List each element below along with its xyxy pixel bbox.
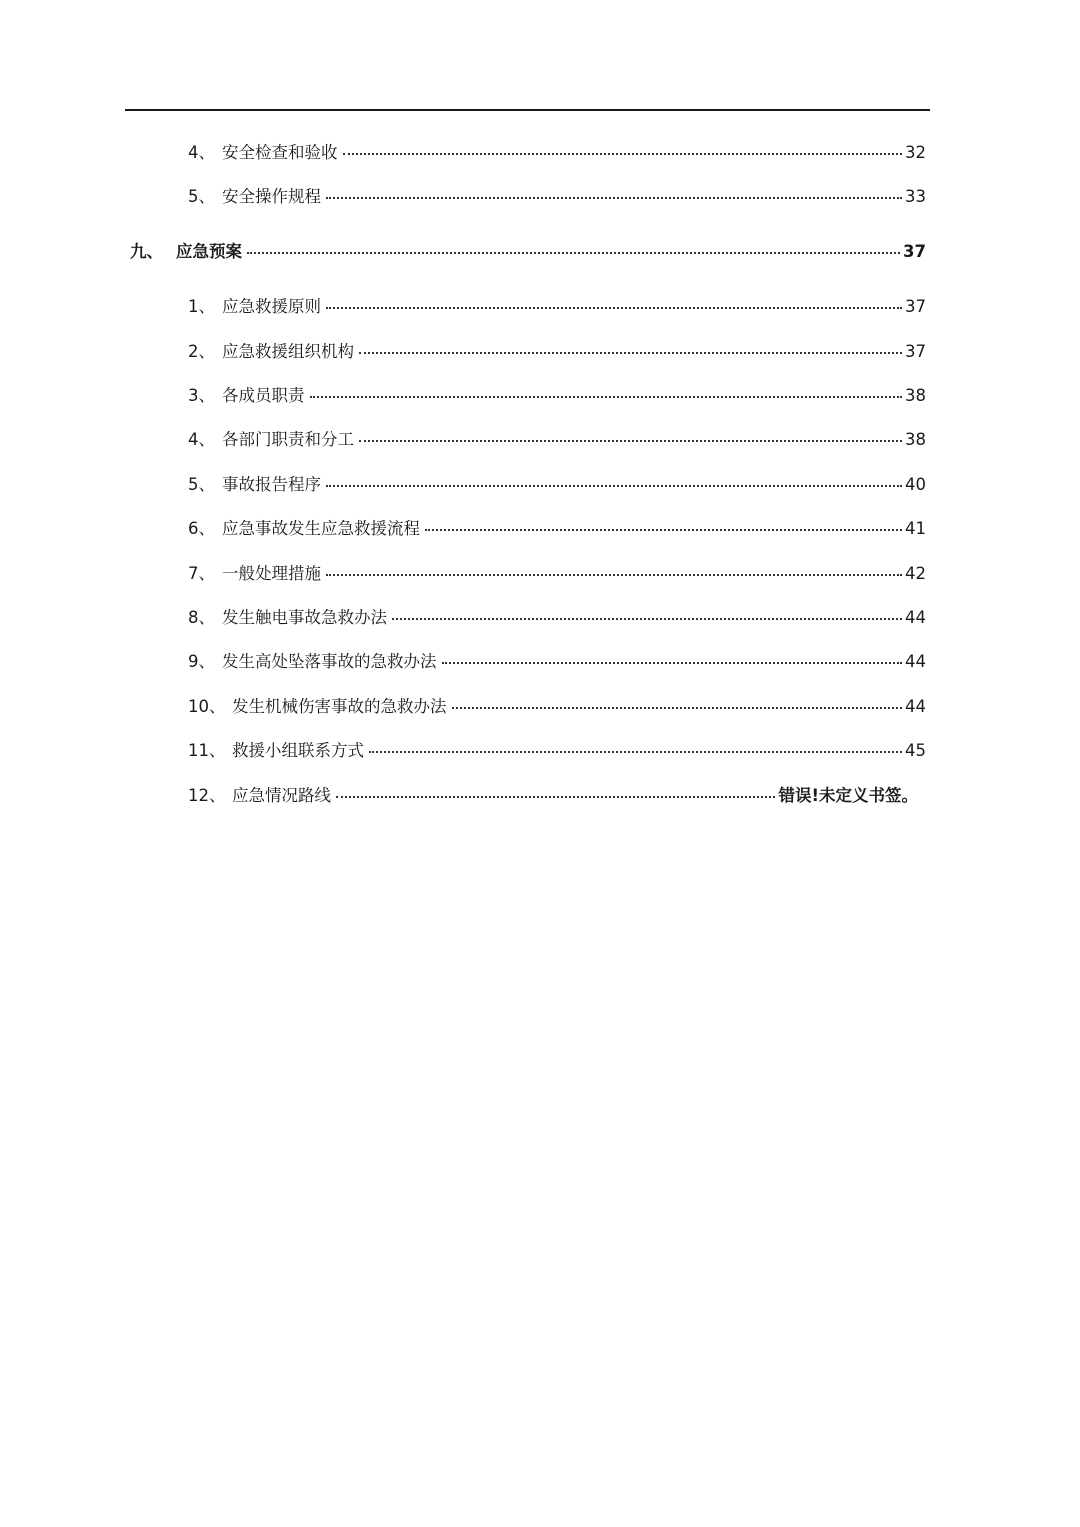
- toc-entry-page: 37: [905, 342, 926, 361]
- toc-entry-number: 9、: [188, 652, 215, 671]
- toc-entry-page-error: 错误!未定义书签。: [778, 786, 918, 805]
- toc-entry-number: 12、: [188, 786, 226, 805]
- toc-entry-title: 应急情况路线: [232, 786, 331, 805]
- toc-entry-page: 45: [905, 741, 926, 760]
- toc-entry-page: 37: [903, 242, 926, 261]
- toc-entry-title: 应急预案: [176, 242, 242, 261]
- toc-entry-title: 安全检查和验收: [222, 143, 338, 162]
- toc-leader-dots: [326, 307, 902, 309]
- toc-leader-dots: [369, 751, 902, 753]
- toc-leader-dots: [442, 662, 903, 664]
- toc-leader-dots: [452, 707, 903, 709]
- toc-leader-dots: [425, 529, 902, 531]
- toc-entry[interactable]: [188, 740, 926, 762]
- toc-entry[interactable]: [188, 296, 926, 318]
- toc-entry-page: 42: [905, 564, 926, 583]
- toc-entry-page: 44: [905, 697, 926, 716]
- toc-entry[interactable]: [188, 429, 926, 451]
- header-rule: [125, 109, 930, 111]
- toc-entry-number: 11、: [188, 741, 226, 760]
- toc-entry-title: 应急救援组织机构: [222, 342, 354, 361]
- toc-entry-page: 44: [905, 652, 926, 671]
- toc-entry[interactable]: [188, 696, 926, 718]
- toc-entry[interactable]: [188, 186, 926, 208]
- toc-entry-number: 8、: [188, 608, 215, 627]
- toc-entry-number: 九、: [130, 242, 163, 261]
- toc-entry[interactable]: [188, 142, 926, 164]
- toc-entry-number: 1、: [188, 297, 215, 316]
- toc-entry-page: 38: [905, 430, 926, 449]
- toc-entry-number: 5、: [188, 475, 215, 494]
- toc-entry[interactable]: [188, 341, 926, 363]
- toc-entry-title: 事故报告程序: [222, 475, 321, 494]
- toc-entry[interactable]: [188, 385, 926, 407]
- toc-leader-dots: [336, 796, 775, 798]
- toc-entry-number: 3、: [188, 386, 215, 405]
- toc-entry-page: 40: [905, 475, 926, 494]
- toc-entry-number: 2、: [188, 342, 215, 361]
- toc-entry-title: 安全操作规程: [222, 187, 321, 206]
- toc-entry-title: 应急事故发生应急救援流程: [222, 519, 420, 538]
- toc-entry-number: 5、: [188, 187, 215, 206]
- toc-leader-dots: [310, 396, 903, 398]
- toc-leader-dots: [326, 574, 902, 576]
- toc-entry-page: 41: [905, 519, 926, 538]
- toc-entry-number: 7、: [188, 564, 215, 583]
- toc-leader-dots: [359, 440, 902, 442]
- toc-entry-title: 发生触电事故急救办法: [222, 608, 387, 627]
- toc-entry[interactable]: [188, 607, 926, 629]
- toc-leader-dots: [247, 252, 900, 254]
- toc-entry-page: 37: [905, 297, 926, 316]
- toc-entry-title: 应急救援原则: [222, 297, 321, 316]
- toc-leader-dots: [326, 197, 902, 199]
- toc-entry-number: 10、: [188, 697, 226, 716]
- toc-entry-chapter[interactable]: [130, 241, 926, 263]
- toc-entry-title: 发生高处坠落事故的急救办法: [222, 652, 437, 671]
- toc-entry[interactable]: [188, 474, 926, 496]
- toc-entry-title: 各成员职责: [222, 386, 305, 405]
- toc-leader-dots: [326, 485, 902, 487]
- toc-leader-dots: [343, 153, 903, 155]
- toc-entry-page: 44: [905, 608, 926, 627]
- toc-entry[interactable]: [188, 518, 926, 540]
- toc-entry[interactable]: [188, 651, 926, 673]
- toc-entry-page: 32: [905, 143, 926, 162]
- toc-entry-page: 38: [905, 386, 926, 405]
- toc-entry[interactable]: [188, 563, 926, 585]
- toc-entry-number: 4、: [188, 143, 215, 162]
- toc-entry-title: 各部门职责和分工: [222, 430, 354, 449]
- toc-entry[interactable]: [188, 785, 918, 807]
- toc-entry-title: 一般处理措施: [222, 564, 321, 583]
- toc-leader-dots: [359, 352, 902, 354]
- toc-entry-title: 救援小组联系方式: [232, 741, 364, 760]
- toc-entry-title: 发生机械伤害事故的急救办法: [232, 697, 447, 716]
- toc-entry-page: 33: [905, 187, 926, 206]
- toc-entry-number: 4、: [188, 430, 215, 449]
- toc-leader-dots: [392, 618, 902, 620]
- toc-entry-number: 6、: [188, 519, 215, 538]
